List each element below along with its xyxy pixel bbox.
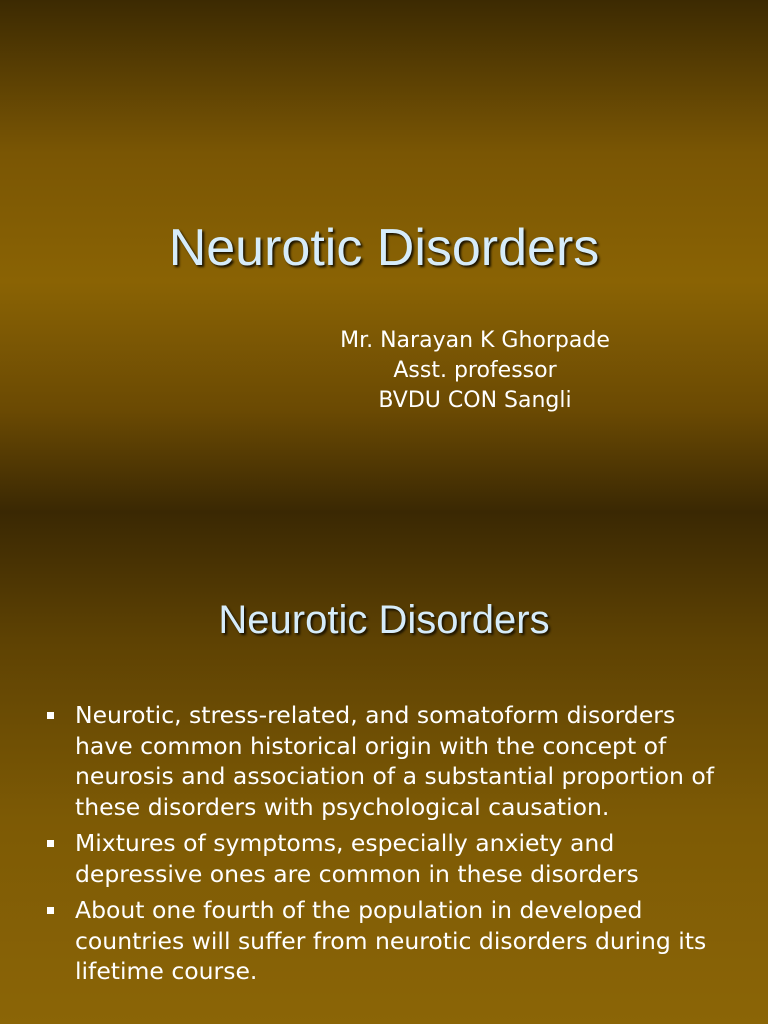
bullet-item — [44, 700, 720, 822]
author-name: Mr. Narayan K Ghorpade — [340, 328, 610, 353]
slide-heading: Neurotic Disorders — [218, 598, 550, 642]
square-bullet-icon — [47, 712, 54, 719]
bullet-item — [44, 828, 720, 889]
bullet-text: About one fourth of the population in developed countries will suffer from neurotic disorders during its lifetime course. — [75, 896, 707, 985]
bullet-text: Neurotic, stress-related, and somatoform disorders have common historical origin with the concept of neurosis and association of a substantial proportion of these disorders with psychological causation. — [75, 701, 715, 821]
author-designation: Asst. professor — [393, 358, 557, 383]
author-block — [250, 326, 700, 416]
bullet-text: Mixtures of symptoms, especially anxiety and depressive ones are common in these disorders — [75, 829, 639, 888]
content-slide — [0, 512, 768, 1024]
square-bullet-icon — [47, 907, 54, 914]
author-institution: BVDU CON Sangli — [378, 388, 572, 413]
bullet-list — [44, 700, 720, 993]
square-bullet-icon — [47, 840, 54, 847]
bullet-item — [44, 895, 720, 987]
slide-title: Neurotic Disorders — [168, 219, 600, 277]
